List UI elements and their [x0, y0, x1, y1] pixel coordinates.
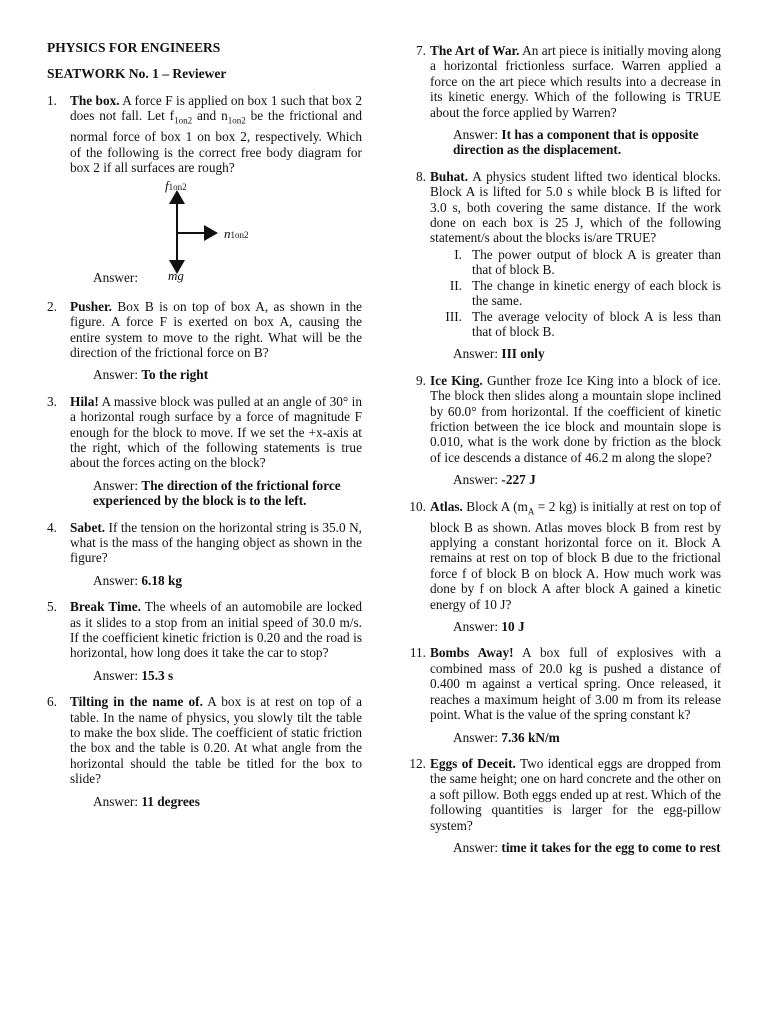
question-text: The wheels of an automobile are locked as it slides to a stop from an initial speed of 30.0 m/s. If the coefficient kinetic friction is 0.20 and the road is horizontal, how long does it take the car to stop?: [70, 599, 363, 661]
question-number: 3.: [47, 393, 57, 409]
question-1: [47, 93, 362, 176]
question-10: [405, 499, 721, 613]
answer-value: 7.36 kN/m: [501, 729, 560, 745]
answer-4: [47, 573, 362, 588]
question-number: 4.: [47, 519, 57, 535]
question-text: and n: [192, 108, 228, 124]
answer-label: Answer:: [93, 477, 139, 493]
question-title: Hila!: [70, 393, 99, 409]
question-text: Box B is on top of box A, as shown in the figure. A force F is exerted on box A, causing the entire system to move to the right. What will be the direction of the frictional force on B?: [70, 298, 362, 360]
answer-label: Answer:: [93, 572, 139, 588]
question-number: 7.: [416, 43, 426, 58]
answer-value: The direction of the frictional force experienced by the block is to the left.: [93, 477, 341, 509]
answer-label: Answer:: [453, 839, 499, 855]
question-number: 11.: [409, 645, 426, 661]
friction-label: [165, 178, 187, 194]
question-title: Bombs Away!: [430, 645, 514, 661]
seatwork-title: SEATWORK No. 1 – Reviewer: [47, 66, 227, 81]
question-text: A force F is applied on box 1 such that box 2 does not fall. Let f: [70, 93, 362, 124]
answer-value: 11 degrees: [141, 793, 200, 809]
answer-label: Answer:: [93, 793, 139, 809]
answer-label: Answer:: [93, 367, 139, 383]
answer-value: 15.3 s: [141, 667, 174, 683]
question-8: [405, 169, 721, 339]
answer-value: time it takes for the egg to come to rest: [501, 839, 721, 855]
question-text: be the frictional and normal force of box 1 on box 2, respectively. Which of the following is the correct free body diagram for box 2 if all surfaces are rough?: [70, 108, 363, 176]
answer-7: [405, 127, 721, 158]
question-9: [405, 373, 721, 465]
answer-12: [405, 840, 721, 855]
friction-subscript: 1on2: [168, 181, 187, 192]
statement-item: [430, 309, 721, 340]
question-text: A box is at rest on top of a table. In the name of physics, you slowly tilt the table to make the box slide. The coefficient of static friction the box and the table is 0.20. At what angle from the horizontal should the table be titled for the box to slide?: [70, 694, 362, 787]
question-text: Block A (m: [462, 498, 528, 514]
question-2: [47, 299, 362, 361]
answer-value: 10 J: [501, 619, 525, 635]
statement-text: The change in kinetic energy of each block is the same.: [472, 277, 721, 309]
answer-value: 6.18 kg: [141, 572, 183, 588]
statement-text: The average velocity of block A is less than that of block B.: [472, 308, 721, 339]
question-number: 10.: [409, 498, 426, 514]
statement-list: [430, 247, 721, 339]
question-title: The box.: [70, 93, 120, 108]
question-number: 12.: [409, 755, 426, 771]
question-title: Tilting in the name of.: [70, 694, 203, 710]
subscript: A: [527, 506, 535, 517]
normal-subscript: 1on2: [230, 229, 249, 240]
answer-label: Answer:: [453, 346, 499, 362]
question-6: [47, 694, 362, 786]
question-text: A massive block was pulled at an angle of 30° in a horizontal rough surface by a force of magnitude F enough for the block to move. If we set the +x-axis at the right, which of the following statements is true about the forces acting on the block?: [70, 393, 362, 471]
question-7: [405, 43, 721, 120]
left-column: [47, 40, 362, 809]
answer-2: [47, 367, 362, 382]
question-title: Buhat.: [430, 168, 469, 184]
free-body-diagram: [47, 177, 362, 288]
answer-3: [47, 478, 362, 509]
question-text: Gunther froze Ice King into a block of ice. The block then slides along a mountain slope inclined by 60.0° from horizontal. If the coefficient of kinetic friction between the ice block and mountain slope is 0.010, what is the work done by friction as the block of ice descends a distance of 46.2 m along the slope?: [430, 372, 721, 465]
statement-numeral: III.: [445, 308, 462, 324]
question-number: 8.: [416, 168, 426, 184]
question-text: An art piece is initially moving along a horizontal frictionless surface. Warren applied a force on the art piece which results into a decrease in its kinetic energy. Which of the following is TRUE about the force applied by Warren?: [430, 43, 722, 120]
question-11: [405, 645, 721, 722]
statement-numeral: II.: [449, 277, 462, 293]
course-title: PHYSICS FOR ENGINEERS: [47, 40, 221, 55]
subscript: 1on2: [174, 116, 193, 127]
question-number: 2.: [47, 298, 57, 314]
question-number: 9.: [416, 372, 426, 388]
answer-value: -227 J: [501, 472, 536, 488]
answer-label: Answer:: [453, 729, 499, 745]
question-text: If the tension on the horizontal string is 35.0 N, what is the mass of the hanging object as shown in the figure?: [70, 519, 362, 566]
subscript: 1on2: [227, 116, 246, 127]
statement-item: [430, 247, 721, 278]
question-title: Sabet.: [70, 519, 106, 535]
normal-label: [224, 226, 249, 242]
question-title: Pusher.: [70, 298, 112, 314]
question-title: Ice King.: [430, 372, 483, 388]
answer-6: [47, 794, 362, 809]
answer-10: [405, 619, 721, 634]
right-column: [405, 40, 721, 855]
answer-value: It has a component that is opposite direction as the displacement.: [453, 127, 699, 158]
answer-value: To the right: [141, 367, 209, 383]
question-title: The Art of War.: [430, 43, 520, 58]
question-4: [47, 520, 362, 566]
friction-symbol: f: [165, 177, 169, 193]
answer-label: Answer:: [93, 667, 139, 683]
answer-label: Answer:: [453, 619, 499, 635]
question-text: = 2 kg) is initially at rest on top of block B as shown. Atlas moves block B from rest by applying a constant horizontal force on it. Block A remains at rest on top of block B due to the frictional force f of block B on block A. How much work was done by f on block A after block A gained a kinetic energy of 10 J?: [430, 498, 721, 612]
question-title: Eggs of Deceit.: [430, 755, 516, 771]
answer-value: III only: [501, 346, 545, 362]
question-title: Break Time.: [70, 599, 141, 615]
question-5: [47, 599, 362, 661]
answer-label: Answer:: [93, 269, 139, 285]
question-number: 5.: [47, 599, 57, 615]
question-12: [405, 756, 721, 833]
question-text: Two identical eggs are dropped from the same height; one on hard concrete and the other on a soft pillow. Both eggs ended up at rest. Which of the following quantities is larger for the egg-pillow system?: [430, 755, 721, 833]
question-text: A box full of explosives with a combined mass of 20.0 kg is pushed a distance of 0.400 m against a vertical spring. Once released, it reaches a maximum height of 3.00 m from its release point. What is the value of the spring constant k?: [430, 645, 721, 723]
question-text: A physics student lifted two identical blocks. Block A is lifted for 5.0 s while block B is lifted for 3.0 s, both covering the same distance. If the work done on each box is 25 J, which of the following statement/s about the blocks is/are TRUE?: [430, 168, 721, 246]
weight-label: mg: [168, 267, 184, 283]
statement-numeral: I.: [454, 246, 462, 262]
answer-11: [405, 730, 721, 745]
question-number: 1.: [47, 93, 57, 108]
question-number: 6.: [47, 694, 57, 710]
answer-8: [405, 346, 721, 361]
answer-label: Answer:: [453, 127, 499, 143]
answer-5: [47, 668, 362, 683]
question-3: [47, 394, 362, 471]
statement-text: The power output of block A is greater than that of block B.: [472, 246, 721, 278]
normal-symbol: n: [224, 225, 231, 241]
answer-9: [405, 472, 721, 487]
question-title: Atlas.: [430, 498, 463, 514]
statement-item: [430, 278, 721, 309]
answer-label: Answer:: [453, 472, 499, 488]
